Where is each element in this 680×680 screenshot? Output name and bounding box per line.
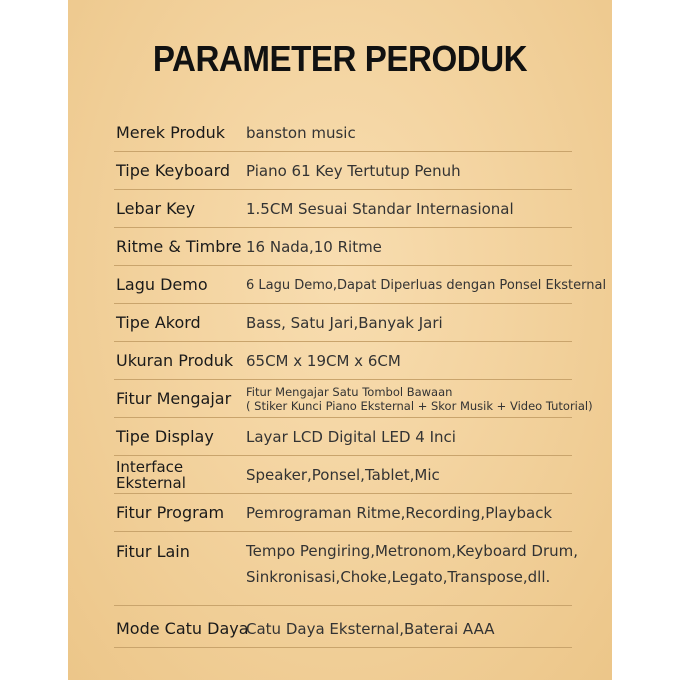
row-label-line1: Interface bbox=[116, 458, 184, 476]
row-value: Piano 61 Key Tertutup Penuh bbox=[246, 162, 461, 180]
table-row-teaching-feature bbox=[114, 380, 593, 418]
row-value: banston music bbox=[246, 124, 356, 142]
table-row-chord-type bbox=[114, 304, 572, 342]
row-label: Tipe Keyboard bbox=[116, 161, 231, 180]
row-value: 6 Lagu Demo,Dapat Diperluas dengan Ponsel Eksternal bbox=[246, 278, 607, 293]
row-value-line1: Tempo Pengiring,Metronom,Keyboard Drum, bbox=[246, 542, 578, 560]
row-value-line2: Sinkronisasi,Choke,Legato,Transpose,dll. bbox=[246, 568, 551, 586]
table-row-rhythm-timbre bbox=[114, 228, 572, 266]
table-row-program-feature bbox=[114, 494, 572, 532]
table-row-external-interface bbox=[114, 456, 572, 494]
row-value: 65CM x 19CM x 6CM bbox=[246, 352, 401, 370]
row-label: Ritme & Timbre bbox=[116, 237, 242, 256]
table-row-display-type bbox=[114, 418, 572, 456]
table-row-product-size bbox=[114, 342, 572, 380]
row-label: Merek Produk bbox=[116, 123, 226, 142]
row-label: Tipe Akord bbox=[116, 313, 201, 332]
spec-card bbox=[68, 0, 612, 680]
row-label: Ukuran Produk bbox=[116, 351, 234, 370]
spec-table bbox=[114, 114, 607, 648]
row-label-line2: Eksternal bbox=[116, 474, 186, 492]
page-title: PARAMETER PERODUK bbox=[152, 38, 528, 79]
table-row-keyboard-type bbox=[114, 152, 572, 190]
row-label: Tipe Display bbox=[116, 427, 214, 446]
table-row-power-mode bbox=[114, 606, 572, 648]
row-value: Catu Daya Eksternal,Baterai AAA bbox=[246, 620, 495, 638]
row-value: 1.5CM Sesuai Standar Internasional bbox=[246, 200, 514, 218]
table-row-other-features bbox=[114, 532, 578, 606]
row-value: Layar LCD Digital LED 4 Inci bbox=[246, 428, 456, 446]
row-label: Lebar Key bbox=[116, 199, 196, 218]
table-row-demo-songs bbox=[114, 266, 607, 304]
table-row-key-width bbox=[114, 190, 572, 228]
row-value: 16 Nada,10 Ritme bbox=[246, 238, 382, 256]
row-label: Fitur Lain bbox=[116, 542, 190, 561]
row-label: Fitur Mengajar bbox=[116, 389, 232, 408]
row-label: Fitur Program bbox=[116, 503, 225, 522]
table-row-brand bbox=[114, 114, 572, 152]
row-value: Speaker,Ponsel,Tablet,Mic bbox=[246, 466, 440, 484]
row-value-line1: Fitur Mengajar Satu Tombol Bawaan bbox=[246, 385, 453, 399]
row-value: Pemrograman Ritme,Recording,Playback bbox=[246, 504, 553, 522]
row-label: Lagu Demo bbox=[116, 275, 208, 294]
row-value: Bass, Satu Jari,Banyak Jari bbox=[246, 314, 443, 332]
row-value-line2: ( Stiker Kunci Piano Eksternal + Skor Musik + Video Tutorial) bbox=[246, 399, 593, 413]
row-label: Mode Catu Daya bbox=[116, 619, 249, 638]
